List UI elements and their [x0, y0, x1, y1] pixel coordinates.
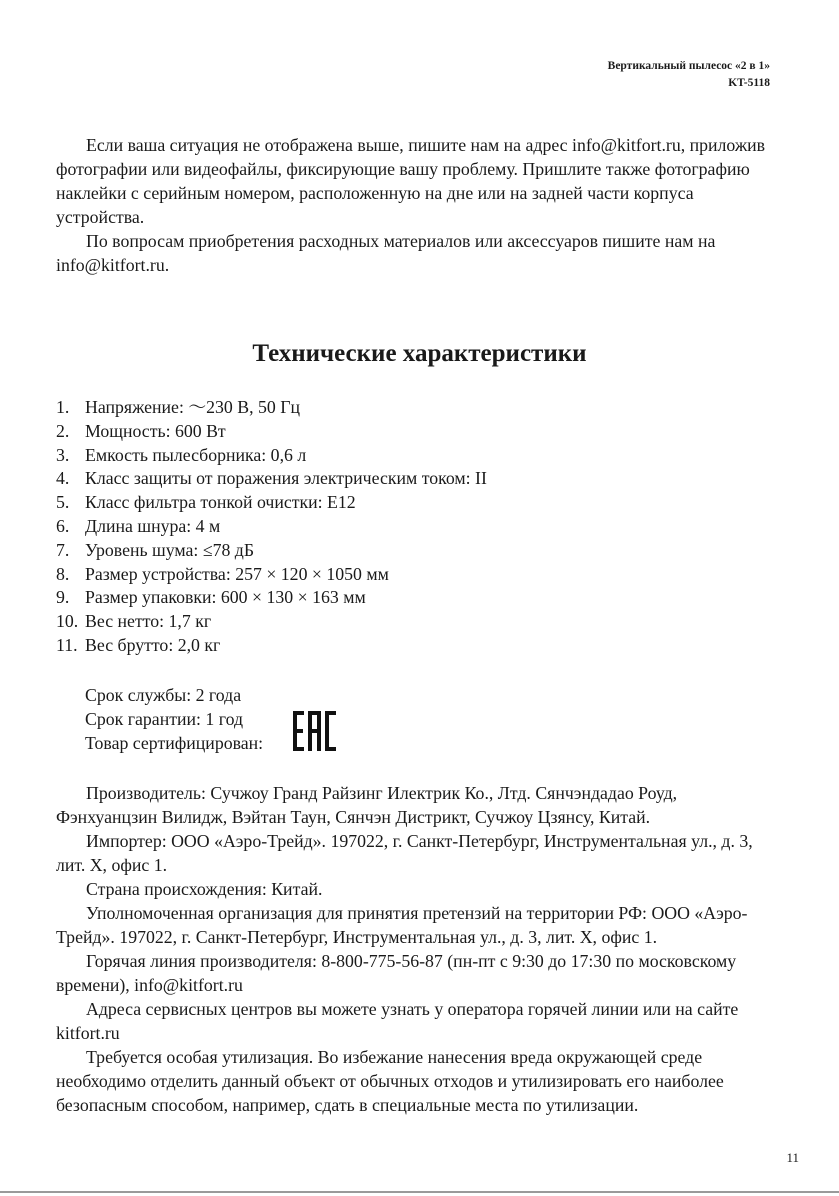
spec-number: 2.: [56, 420, 70, 441]
spec-text: Емкость пылесборника: 0,6 л: [85, 444, 307, 465]
spec-number: 7.: [56, 539, 70, 560]
spec-number: 3.: [56, 444, 70, 465]
spec-item: [56, 444, 487, 468]
intro-paragraph: Если ваша ситуация не отображена выше, пишите нам на адрес info@kitfort.ru, приложив фотографии или видеофайлы, фиксирующие вашу проблему. Пришлите также фотографию наклейки с серийным номером, расположенную на дне или на задней части корпуса устройства.: [56, 135, 766, 227]
spec-number: 8.: [56, 563, 70, 584]
manufacturer-section: [56, 781, 773, 1117]
spec-item: [56, 396, 487, 420]
spec-text: Длина шнура: 4 м: [85, 515, 221, 536]
spec-item: [56, 610, 487, 634]
spec-number: 5.: [56, 492, 70, 513]
specs-title: Технические характеристики: [252, 340, 587, 367]
spec-text: Класс защиты от поражения электрическим током: II: [85, 468, 487, 489]
spec-item: [56, 467, 487, 491]
specs-list: [56, 396, 487, 658]
spec-text: Напряжение: ～230 В, 50 Гц: [85, 397, 301, 417]
spec-text: Вес брутто: 2,0 кг: [85, 634, 221, 655]
eac-certification-mark-icon: [293, 711, 336, 751]
spec-number: 4.: [56, 468, 70, 489]
spec-text: Вес нетто: 1,7 кг: [85, 611, 212, 632]
warranty-period: Срок гарантии: 1 год: [85, 708, 244, 729]
spec-number: 10.: [56, 611, 79, 632]
header-product-name: Вертикальный пылесос «2 в 1»: [607, 60, 770, 72]
claims-paragraph: Уполномоченная организация для принятия претензий на территории РФ: ООО «Аэро-Трейд». 197022, г. Санкт-Петербург, Инструментальная ул., д. 3, лит. Х, офис 1.: [56, 903, 748, 947]
spec-number: 1.: [56, 397, 70, 417]
spec-item: [56, 420, 487, 444]
spec-number: 6.: [56, 515, 70, 536]
importer-paragraph: Импортер: ООО «Аэро-Трейд». 197022, г. Санкт-Петербург, Инструментальная ул., д. 3, лит. Х, офис 1.: [56, 831, 753, 875]
spec-text: Размер устройства: 257 × 120 × 1050 мм: [85, 563, 389, 584]
intro-section: [56, 133, 773, 277]
spec-item: [56, 634, 487, 658]
service-centers-paragraph: Адреса сервисных центров вы можете узнать у оператора горячей линии или на сайте kitfort.ru: [56, 999, 739, 1043]
spec-item: [56, 563, 487, 587]
page-number: 11: [786, 1150, 799, 1165]
header-model: KT-5118: [728, 77, 770, 89]
spec-item: [56, 586, 487, 610]
spec-text: Класс фильтра тонкой очистки: E12: [85, 492, 356, 513]
spec-text: Мощность: 600 Вт: [85, 420, 226, 441]
manufacturer-paragraph: Производитель: Сучжоу Гранд Райзинг Илектрик Ко., Лтд. Сянчэндадао Роуд, Фэнхуанцзин Вилидж, Вэйтан Таун, Сянчэн Дистрикт, Сучжоу Цзянсу, Китай.: [56, 783, 678, 827]
hotline-paragraph: Горячая линия производителя: 8-800-775-56-87 (пн-пт с 9:30 до 17:30 по московскому времени), info@kitfort.ru: [56, 951, 737, 995]
intro-paragraph: По вопросам приобретения расходных материалов или аксессуаров пишите нам на info@kitfort.ru.: [56, 231, 716, 275]
service-life: Срок службы: 2 года: [85, 685, 242, 705]
spec-item: [56, 491, 487, 515]
service-info: [85, 684, 263, 755]
disposal-paragraph: Требуется особая утилизация. Во избежание нанесения вреда окружающей среде необходимо отделить данный объект от обычных отходов и утилизировать его наиболее безопасным способом, например, сдать в специальные места по утилизации.: [56, 1047, 724, 1115]
spec-number: 9.: [56, 587, 70, 608]
page-header: [608, 58, 770, 92]
certification-label: Товар сертифицирован:: [85, 732, 264, 753]
spec-item: [56, 539, 487, 563]
spec-item: [56, 515, 487, 539]
country-paragraph: Страна происхождения: Китай.: [86, 879, 323, 899]
spec-number: 11.: [56, 634, 78, 655]
spec-text: Уровень шума: ≤78 дБ: [85, 539, 255, 560]
bottom-divider: [0, 1191, 839, 1193]
spec-text: Размер упаковки: 600 × 130 × 163 мм: [85, 587, 366, 608]
